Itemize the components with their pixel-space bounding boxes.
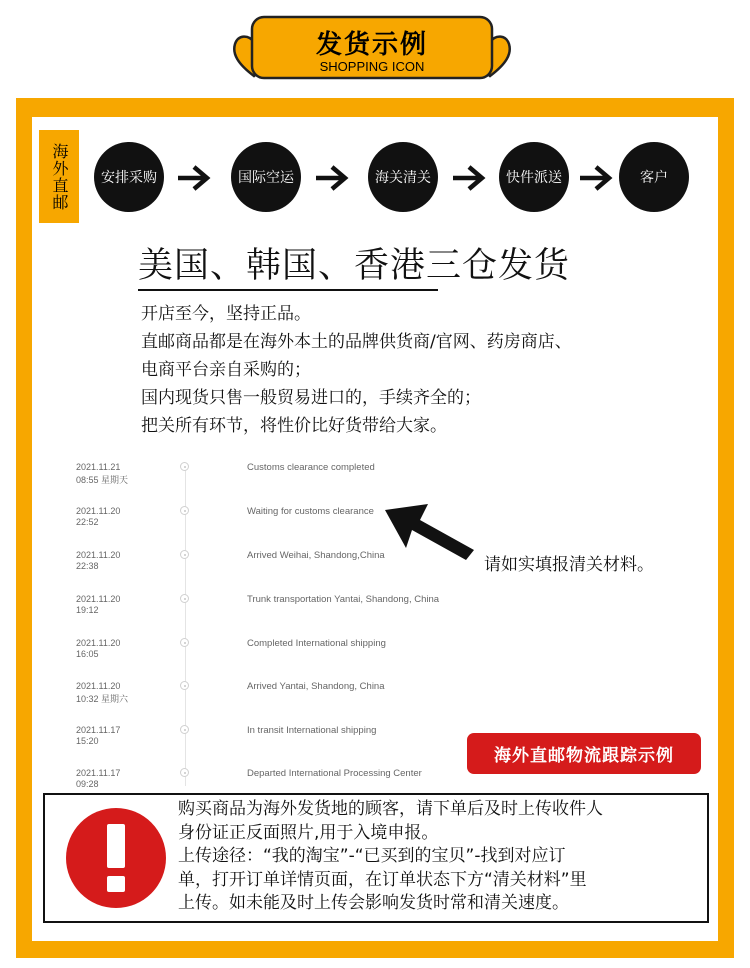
timeline-dot [180, 725, 189, 734]
tracking-time: 09:28 [76, 779, 99, 789]
tracking-status: Trunk transportation Yantai, Shandong, China [247, 594, 440, 605]
tracking-date: 2021.11.20 [76, 550, 121, 560]
arrow-right-icon [176, 164, 212, 192]
arrow-right-icon [578, 164, 614, 192]
header-subtitle: SHOPPING ICON [319, 59, 425, 74]
tracking-status: Waiting for customs clearance [247, 506, 374, 517]
timeline-dot [180, 462, 189, 471]
tracking-status: Departed International Processing Center [247, 768, 422, 779]
description-line: 把关所有环节，将性价比好货带给大家。 [141, 416, 447, 436]
tracking-time: 15:20 [76, 736, 99, 746]
tracking-date: 2021.11.20 [76, 506, 121, 516]
notice-line: 上传。如未能及时上传会影响发货时常和清关速度。 [178, 893, 569, 913]
tracking-date: 2021.11.17 [76, 725, 121, 735]
tracking-status: Completed International shipping [247, 638, 386, 649]
notice-line: 购买商品为海外发货地的顾客，请下单后及时上传收件人 [178, 799, 603, 819]
tracking-status: Arrived Yantai, Shandong, China [247, 681, 385, 692]
arrow-right-icon [451, 164, 487, 192]
tracking-time: 08:55 星期天 [76, 475, 129, 485]
tracking-time: 16:05 [76, 649, 99, 659]
tracking-date: 2021.11.20 [76, 638, 121, 648]
timeline-dot [180, 506, 189, 515]
description-line: 开店至今，坚持正品。 [141, 304, 311, 324]
timeline-dot [180, 594, 189, 603]
step-express-delivery: 快件派送 [499, 142, 569, 212]
header-title: 发货示例 [315, 30, 428, 60]
tracking-time: 19:12 [76, 605, 99, 615]
tracking-status: In transit International shipping [247, 725, 377, 736]
tracking-example-label: 海外直邮物流跟踪示例 [467, 733, 701, 774]
description-line: 直邮商品都是在海外本土的品牌供货商/官网、药房商店、 [141, 332, 572, 352]
customs-materials-note: 请如实填报清关材料。 [484, 555, 654, 575]
pointer-arrow-icon [380, 500, 480, 562]
arrow-right-icon [314, 164, 350, 192]
tracking-date: 2021.11.20 [76, 681, 121, 691]
step-customer: 客户 [619, 142, 689, 212]
tracking-date: 2021.11.20 [76, 594, 121, 604]
tracking-time: 22:52 [76, 517, 99, 527]
notice-text [178, 798, 698, 916]
tracking-date: 2021.11.17 [76, 768, 121, 778]
notice-line: 上传途径：“我的淘宝”-“已买到的宝贝”-找到对应订 [178, 846, 566, 866]
timeline-dot [180, 681, 189, 690]
step-air-freight: 国际空运 [231, 142, 301, 212]
description-line: 电商平台亲自采购的； [141, 360, 311, 380]
tracking-time: 10:32 星期六 [76, 694, 129, 704]
description-line: 国内现货只售一般贸易进口的，手续齐全的； [141, 388, 481, 408]
step-customs-clearance: 海关清关 [368, 142, 438, 212]
direct-mail-tag: 海外直邮 [39, 130, 79, 223]
notice-line: 身份证正反面照片,用于入境申报。 [178, 822, 439, 843]
heading-underline [138, 289, 438, 291]
exclamation-icon [66, 808, 166, 908]
tracking-status: Arrived Weihai, Shandong,China [247, 550, 385, 561]
timeline-dot [180, 550, 189, 559]
warehouse-heading: 美国、韩国、香港三仓发货 [138, 246, 571, 286]
tracking-status: Customs clearance completed [247, 462, 375, 473]
tracking-time: 22:38 [76, 561, 99, 571]
tracking-date: 2021.11.21 [76, 462, 121, 472]
header-badge [232, 14, 512, 84]
notice-line: 单，打开订单详情页面，在订单状态下方“清关材料”里 [178, 869, 587, 890]
step-purchase: 安排采购 [94, 142, 164, 212]
store-description [141, 300, 701, 440]
timeline-dot [180, 768, 189, 777]
timeline-dot [180, 638, 189, 647]
